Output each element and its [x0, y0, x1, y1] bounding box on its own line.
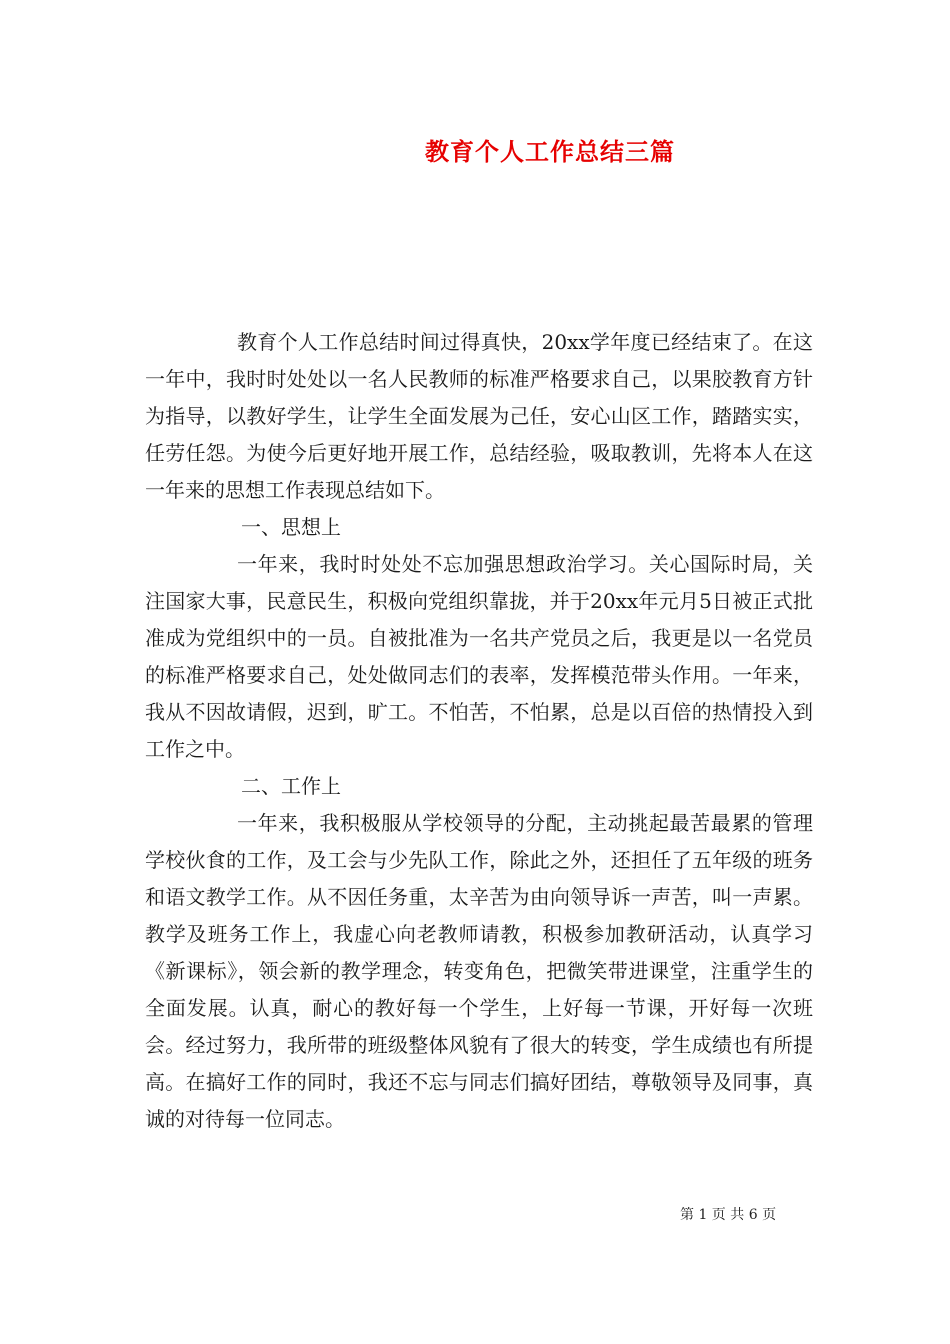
- paragraph-work: 一年来，我积极服从学校领导的分配，主动挑起最苦最累的管理学校伙食的工作，及工会与少先队工作，除此之外，还担任了五年级的班务和语文教学工作。从不因任务重，太辛苦为由向领导诉一声苦，叫一声累。教学及班务工作上，我虚心向老教师请教，积极参加教研活动，认真学习《新课标》，领会新的教学理念，转变角色，把微笑带进课堂，注重学生的全面发展。认真，耐心的教好每一个学生，上好每一节课，开好每一次班会。经过努力，我所带的班级整体风貌有了很大的转变，学生成绩也有所提高。在搞好工作的同时，我还不忘与同志们搞好团结，尊敬领导及同事，真诚的对待每一位同志。: [145, 811, 813, 1131]
- section-heading-work: 二、工作上: [241, 774, 341, 798]
- document-title: 教育个人工作总结三篇: [425, 137, 675, 166]
- paragraph-intro: 教育个人工作总结时间过得真快，20xx学年度已经结束了。在这一年中，我时时处处以一名人民教师的标准严格要求自己，以果胶教育方针为指导，以教好学生，让学生全面发展为己任，安心山区工作，踏踏实实，任劳任怨。为使今后更好地开展工作，总结经验，吸取教训，先将本人在这一年来的思想工作表现总结如下。: [145, 330, 813, 502]
- section-heading-thought: 一、思想上: [241, 515, 341, 539]
- paragraph-thought: 一年来，我时时处处不忘加强思想政治学习。关心国际时局，关注国家大事，民意民生，积极向党组织靠拢，并于20xx年元月5日被正式批准成为党组织中的一员。自被批准为一名共产党员之后，我更是以一名党员的标准严格要求自己，处处做同志们的表率，发挥模范带头作用。一年来，我从不因故请假，迟到，旷工。不怕苦，不怕累，总是以百倍的热情投入到工作之中。: [145, 552, 813, 761]
- document-body: [145, 324, 813, 1138]
- page-number-footer: 第 1 页 共 6 页: [680, 1207, 777, 1223]
